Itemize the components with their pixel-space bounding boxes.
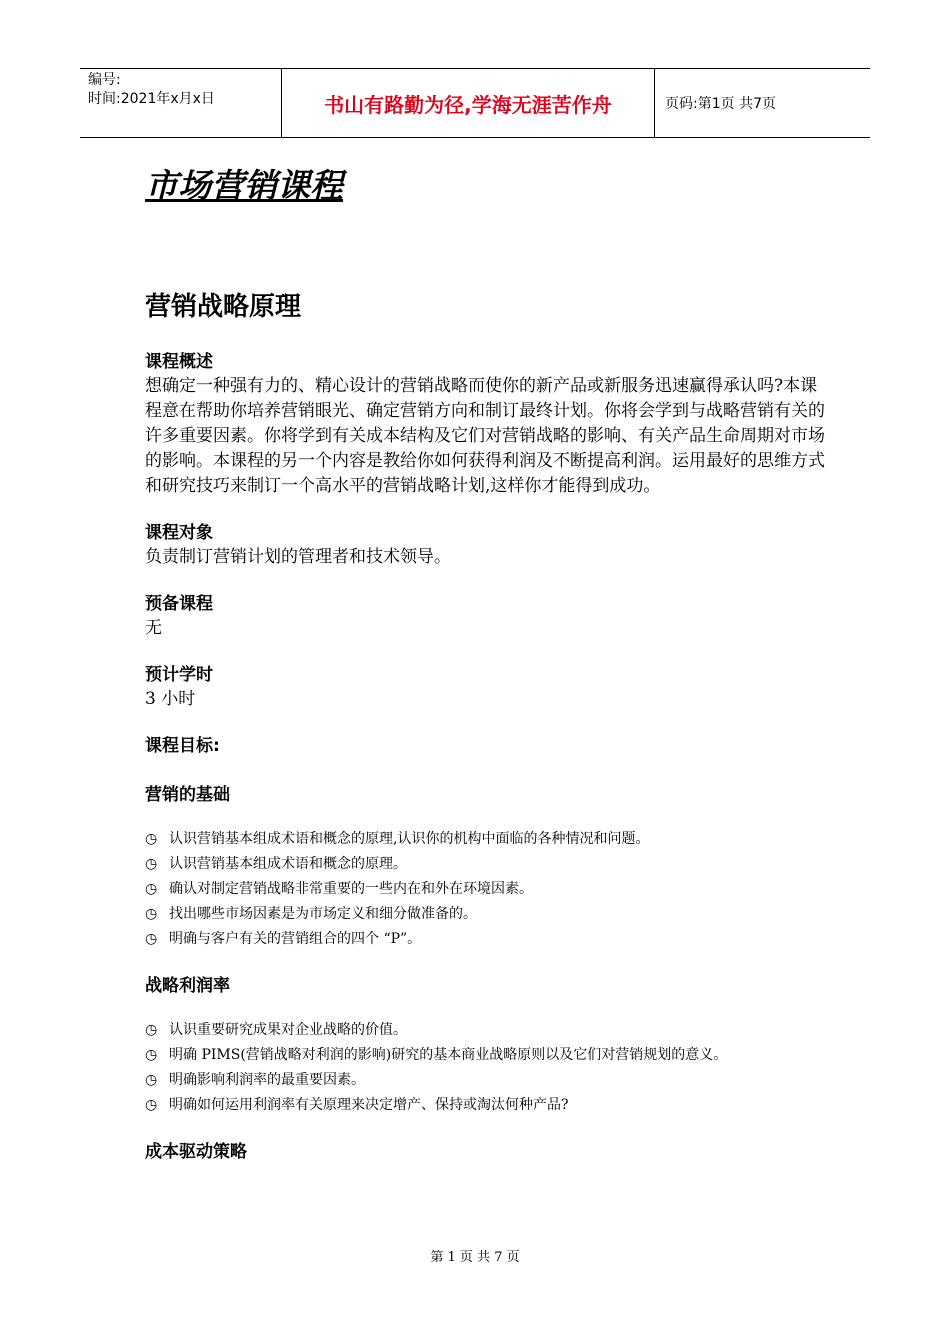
profit-heading: 战略利润率 [145,976,230,996]
profit-list [145,1018,825,1118]
clock-icon: ◷ [145,856,158,872]
list-item: ◷ 明确 PIMS(营销战略对利润的影响)研究的基本商业战略原则以及它们对营销规划的意义。 [145,1043,825,1068]
clock-icon: ◷ [145,1072,158,1088]
list-item: ◷ 确认对制定营销战略非常重要的一些内在和外在环境因素。 [145,877,825,902]
clock-icon: ◷ [145,1022,158,1038]
header-motto: 书山有路勤为径,学海无涯苦作舟 [282,69,655,137]
clock-icon: ◷ [145,1097,158,1113]
overview-heading: 课程概述 [145,352,213,372]
content-body [145,350,825,1164]
clock-icon: ◷ [145,881,158,897]
clock-icon: ◷ [145,931,158,947]
cost-heading: 成本驱动策略 [145,1142,247,1162]
hours-heading: 预计学时 [145,665,213,685]
list-item: ◷ 认识营销基本组成术语和概念的原理。 [145,852,825,877]
list-item: ◷ 明确与客户有关的营销组合的四个 “P”。 [145,927,825,952]
list-item: ◷ 认识营销基本组成术语和概念的原理,认识你的机构中面临的各种情况和问题。 [145,827,825,852]
clock-icon: ◷ [145,1047,158,1063]
document-title: 市场营销课程 [145,166,343,205]
overview-text: 想确定一种强有力的、精心设计的营销战略而使你的新产品或新服务迅速赢得承认吗?本课程意在帮助你培养营销眼光、确定营销方向和制订最终计划。你将会学到与战略营销有关的许多重要因素。你将学到有关成本结构及它们对营销战略的影响、有关产品生命周期对市场的影响。本课程的另一个内容是教给你如何获得利润及不断提高利润。运用最好的思维方式和研究技巧来制订一个高水平的营销战略计划,这样你才能得到成功。 [145,376,825,496]
basics-list [145,827,825,952]
list-item: ◷ 明确影响利润率的最重要因素。 [145,1068,825,1093]
audience-heading: 课程对象 [145,523,213,543]
header-page-label: 页码:第1页 共7页 [665,96,776,112]
audience-text: 负责制订营销计划的管理者和技术领导。 [145,547,451,567]
goals-heading: 课程目标: [145,736,220,756]
number-label: 编号: [88,72,121,88]
clock-icon: ◷ [145,831,158,847]
page-footer: 第 1 页 共 7 页 [430,1250,520,1265]
list-item: ◷ 明确如何运用利润率有关原理来决定增产、保持或淘汰何种产品? [145,1093,825,1118]
prereq-heading: 预备课程 [145,594,213,614]
header-left-cell [80,69,282,137]
main-heading: 营销战略原理 [145,292,302,322]
list-item: ◷ 找出哪些市场因素是为市场定义和细分做准备的。 [145,902,825,927]
date-label: 时间:2021年x月x日 [88,91,215,107]
page-header [80,68,870,138]
clock-icon: ◷ [145,906,158,922]
basics-heading: 营销的基础 [145,785,230,805]
list-item: ◷ 认识重要研究成果对企业战略的价值。 [145,1018,825,1043]
hours-text: 3 小时 [145,689,196,709]
prereq-text: 无 [145,618,162,638]
